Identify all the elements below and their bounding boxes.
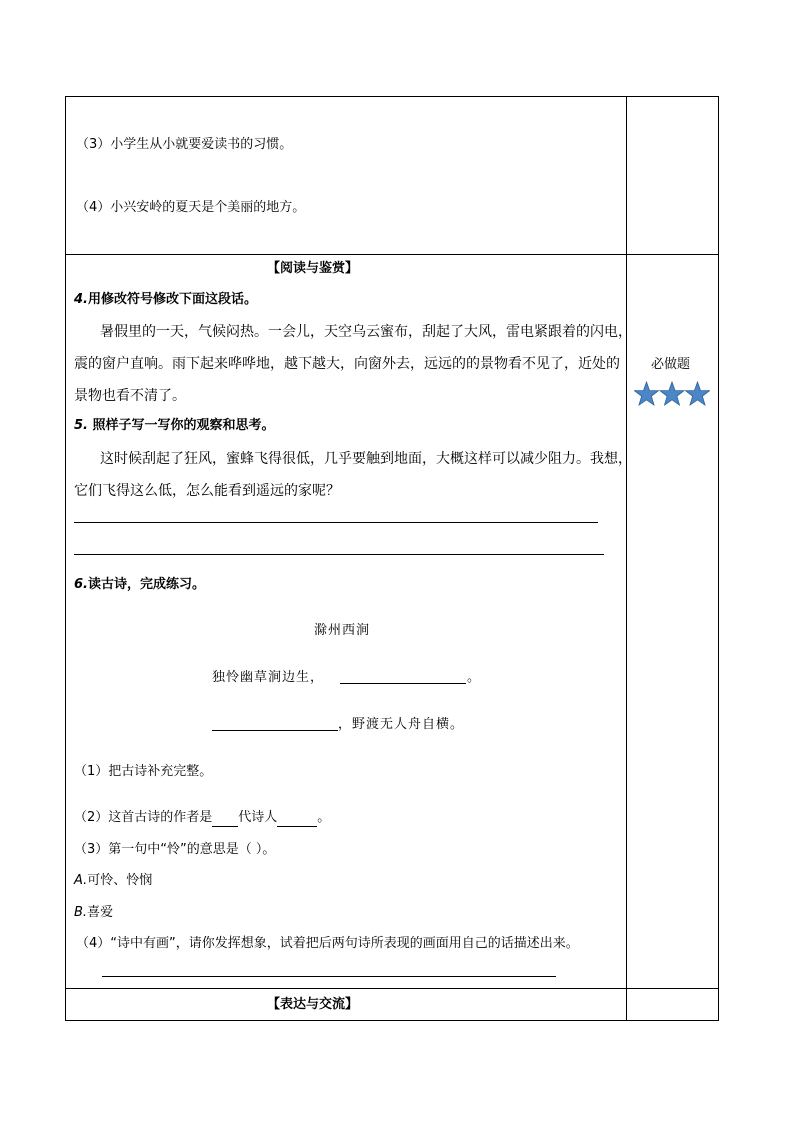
option-b-label: B. — [74, 905, 88, 920]
q5-example-line-2: 它们飞得这么低，怎么能看到遥远的家呢？ — [74, 483, 340, 499]
q6-sub-2-mid: 代诗人 — [238, 810, 278, 825]
table-left-border — [65, 96, 66, 1021]
option-b — [74, 904, 113, 922]
difficulty-stars — [634, 381, 710, 407]
reading-section-heading: 【阅读与鉴赏】 — [267, 261, 359, 276]
q5-example-line-1: 这时候刮起了狂风，蜜蜂飞得很低，几乎要触到地面，大概这样可以减少阻力。我想， — [100, 451, 632, 467]
option-a-text: 可怜、怜悯 — [87, 873, 153, 888]
poem-line-2-blank[interactable] — [212, 730, 338, 731]
q6-sub-4: （4）“诗中有画”，请你发挥想象，试着把后两句诗所表现的画面用自己的话描述出来。 — [76, 936, 579, 951]
q5-answer-line-2[interactable] — [74, 554, 604, 555]
option-a-label: A. — [74, 873, 88, 888]
q4-paragraph-line-3: 景物也看不清了。 — [74, 388, 186, 404]
q4-number: 4. — [74, 292, 88, 307]
poem-line-2: ，野渡无人舟自横。 — [338, 717, 465, 732]
q6-sub-3: （3）第一句中“怜”的意思是（ ）。 — [74, 842, 276, 857]
q4-paragraph-line-1: 暑假里的一天，气候闷热。一会儿，天空乌云蜜布，刮起了大风，雷电紧跟着的闪电， — [100, 324, 632, 340]
q6-number: 6. — [74, 577, 88, 592]
required-label: 必做题 — [651, 357, 691, 372]
q4-prompt — [74, 291, 257, 309]
poem-line-1-end: 。 — [467, 670, 481, 685]
item-3: （3）小学生从小就要爱读书的习惯。 — [76, 137, 293, 152]
star-icon — [635, 382, 659, 405]
poem-line-1: 独怜幽草涧边生， — [212, 670, 325, 685]
item-4: （4）小兴安岭的夏天是个美丽的地方。 — [76, 200, 306, 215]
option-b-text: 喜爱 — [87, 905, 114, 920]
star-icon — [660, 382, 684, 405]
option-a — [74, 872, 152, 890]
q6-sub-2-start: （2）这首古诗的作者是 — [74, 810, 213, 825]
q5-prompt — [74, 417, 275, 435]
column-divider — [626, 96, 627, 1021]
q6-prompt — [74, 576, 205, 594]
q6-prompt-text: 读古诗，完成练习。 — [87, 577, 205, 592]
q6-sub-2-end: 。 — [317, 810, 331, 825]
poem-line-1-blank[interactable] — [340, 683, 466, 684]
poem-title: 滁州西涧 — [314, 623, 371, 638]
table-top-border — [65, 96, 719, 97]
q5-answer-line-1[interactable] — [74, 522, 598, 523]
table-bottom-border — [65, 1020, 719, 1021]
q4-paragraph-line-2: 震的窗户直响。雨下起来哗哗地，越下越大，向窗外去，远远的的景物看不见了，近处的 — [74, 356, 620, 372]
q5-number: 5. — [74, 418, 88, 433]
star-icon — [686, 382, 710, 405]
q6-sub-1: （1）把古诗补充完整。 — [74, 764, 213, 779]
q6-sub-2-blank-2[interactable] — [277, 812, 317, 827]
table-right-border — [718, 96, 719, 1021]
q5-prompt-text: 照样子写一写你的观察和思考。 — [92, 418, 275, 433]
row-divider-2 — [65, 988, 719, 989]
expression-section-heading: 【表达与交流】 — [267, 997, 359, 1012]
q6-sub-2-blank-1[interactable] — [212, 812, 238, 827]
q4-prompt-text: 用修改符号修改下面这段话。 — [87, 292, 257, 307]
q6-answer-line[interactable] — [102, 976, 556, 977]
q6-sub-2 — [74, 809, 330, 827]
row-divider-1 — [65, 254, 719, 255]
